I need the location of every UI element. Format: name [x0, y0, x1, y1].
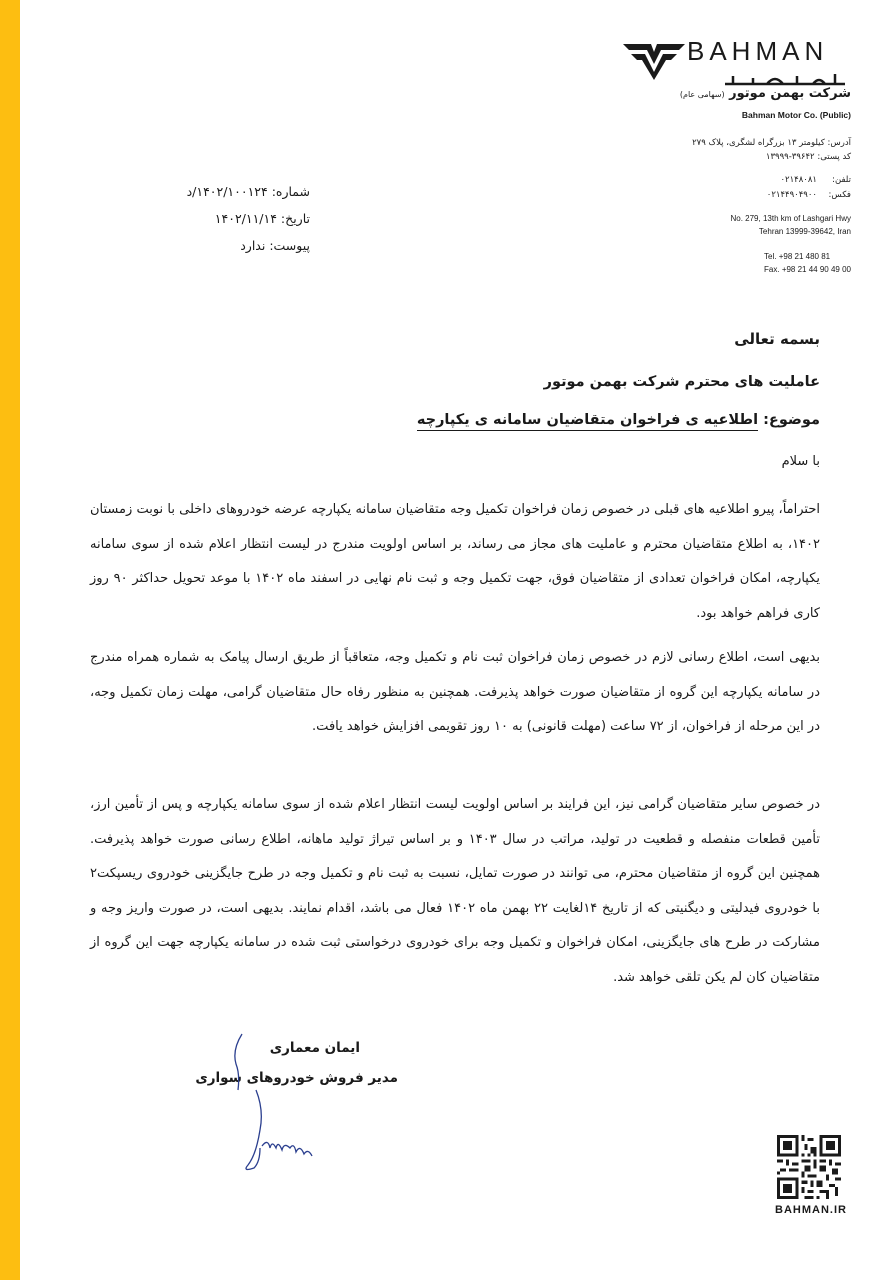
letter-attachment: پیوست: ندارد — [240, 238, 310, 253]
greeting: با سلام — [781, 454, 820, 469]
fax-fa: ۰۲۱۴۴۹۰۴۹۰۰ — [766, 190, 817, 200]
recipient: عاملیت های محترم شرکت بهمن موتور — [543, 374, 820, 390]
paragraph-3: در خصوص سایر متقاضیان گرامی نیز، این فرایند بر اساس اولویت لیست انتظار اعلام شده از سوی سامانه یکپارچه و پس از تأمین ارز، تأمین قطعات منفصله و قطعیت در تولید، مراتب در سال ۱۴۰۳ و بر اساس تیراژ تولید ماهانه، اطلاع رسانی صورت خواهد پذیرفت. همچنین این گروه از متقاضیان محترم، می توانند در صورت تمایل، نسبت به ثبت نام و تکمیل وجه در طرح جایگزینی خودروی ریسپکت۲ با خودروی فیدلیتی و دیگنیتی که از تاریخ ۱۴لغایت ۲۲ بهمن ماه ۱۴۰۲ فعال می باشد، اقدام نمایند. بدیهی است، در صورت واریز وجه و مشارکت در طرح های جایگزینی، امکان فراخوان و تکمیل وجه برای خودروی درخواستی ثبت شده در سامانه یکپارچه جهت این گروه از متقاضیان کان لم یکن تلقی خواهد شد. — [90, 797, 820, 985]
tel-en: Tel. +98 21 480 81 — [764, 252, 831, 261]
contact-fa — [767, 173, 851, 203]
paragraph-1: احتراماً، پیرو اطلاعیه های قبلی در خصوص زمان فراخوان تکمیل وجه متقاضیان سامانه یکپارچه عرضه خودروهای داخلی با نوبت زمستان ۱۴۰۲، به اطلاع متقاضیان محترم و عاملیت های مجاز می رساند، بر اساس اولویت مندرج در لیست انتظار اعلام شده از سوی سامانه یکپارچه، امکان فراخوان تعدادی از متقاضیان فوق، جهت تکمیل وجه و ثبت نام نهایی در اسفند ماه ۱۴۰۲ با موعد تحویل حداکثر ۹۰ روز کاری فراهم خواهد بود. — [90, 502, 821, 621]
subject-line — [90, 412, 820, 428]
company-type-fa: (سهامی عام) — [679, 90, 725, 99]
logo-text-en: BAHMAN — [687, 36, 829, 66]
signatory-name: ایمان معماری — [269, 1040, 360, 1056]
phone-fa: ۰۲۱۴۸۰۸۱ — [780, 175, 817, 185]
address-en: No. 279, 13th km of Lashgari Hwy Tehran 13999-39642, Iran — [730, 214, 851, 236]
letter-date: تاریخ: ۱۴۰۲/۱۱/۱۴ — [214, 211, 310, 226]
bismillah-heading: بسمه تعالی — [734, 330, 820, 348]
company-logo — [621, 34, 851, 94]
company-name-fa: شرکت بهمن موتور (سهامی عام) — [679, 86, 851, 101]
address-fa: آدرس: کیلومتر ۱۳ بزرگراه لشگری، پلاک ۲۷۹ کد پستی: ۳۹۶۴۲-۱۳۹۹۹ — [692, 138, 851, 162]
fax-en: Fax. +98 21 44 90 49 00 — [764, 265, 851, 274]
paragraph-2: بدیهی است، اطلاع رسانی لازم در خصوص زمان فراخوان ثبت نام و تکمیل وجه، متعاقباً از طریق ارسال پیامک به شماره همراه مندرج در سامانه یکپارچه این گروه از متقاضیان صورت خواهد پذیرفت. همچنین به منظور رفاه حال متقاضیان گرامی، مهلت زمان تکمیل وجه، در این مرحله از فراخوان، از ۷۲ ساعت (مهلت قانونی) به ۱۰ روز تقویمی افزایش خواهد یافت. — [90, 650, 820, 734]
phone-label-fa: تلفن: — [832, 175, 851, 185]
contact-en — [764, 250, 851, 276]
handwritten-signature — [220, 1030, 360, 1180]
subject-label: موضوع: — [763, 412, 820, 428]
website-label: BAHMAN.IR — [775, 1204, 847, 1216]
subject-text: اطلاعیه ی فراخوان متقاضیان سامانه ی یکپارچه — [417, 412, 758, 431]
yellow-side-stripe — [0, 0, 20, 1280]
fax-label-fa: فکس: — [828, 190, 851, 200]
company-name-en: Bahman Motor Co. (Public) — [741, 110, 851, 120]
letter-number: شماره: ۱۴۰۲/۱۰۰۱۲۴/د — [186, 184, 310, 199]
letter-page — [20, 0, 891, 1280]
letter-meta — [150, 178, 310, 259]
bahman-wings-icon — [621, 38, 687, 82]
qr-code-icon — [777, 1135, 841, 1199]
signatory-title: مدیر فروش خودروهای سواری — [195, 1070, 398, 1086]
